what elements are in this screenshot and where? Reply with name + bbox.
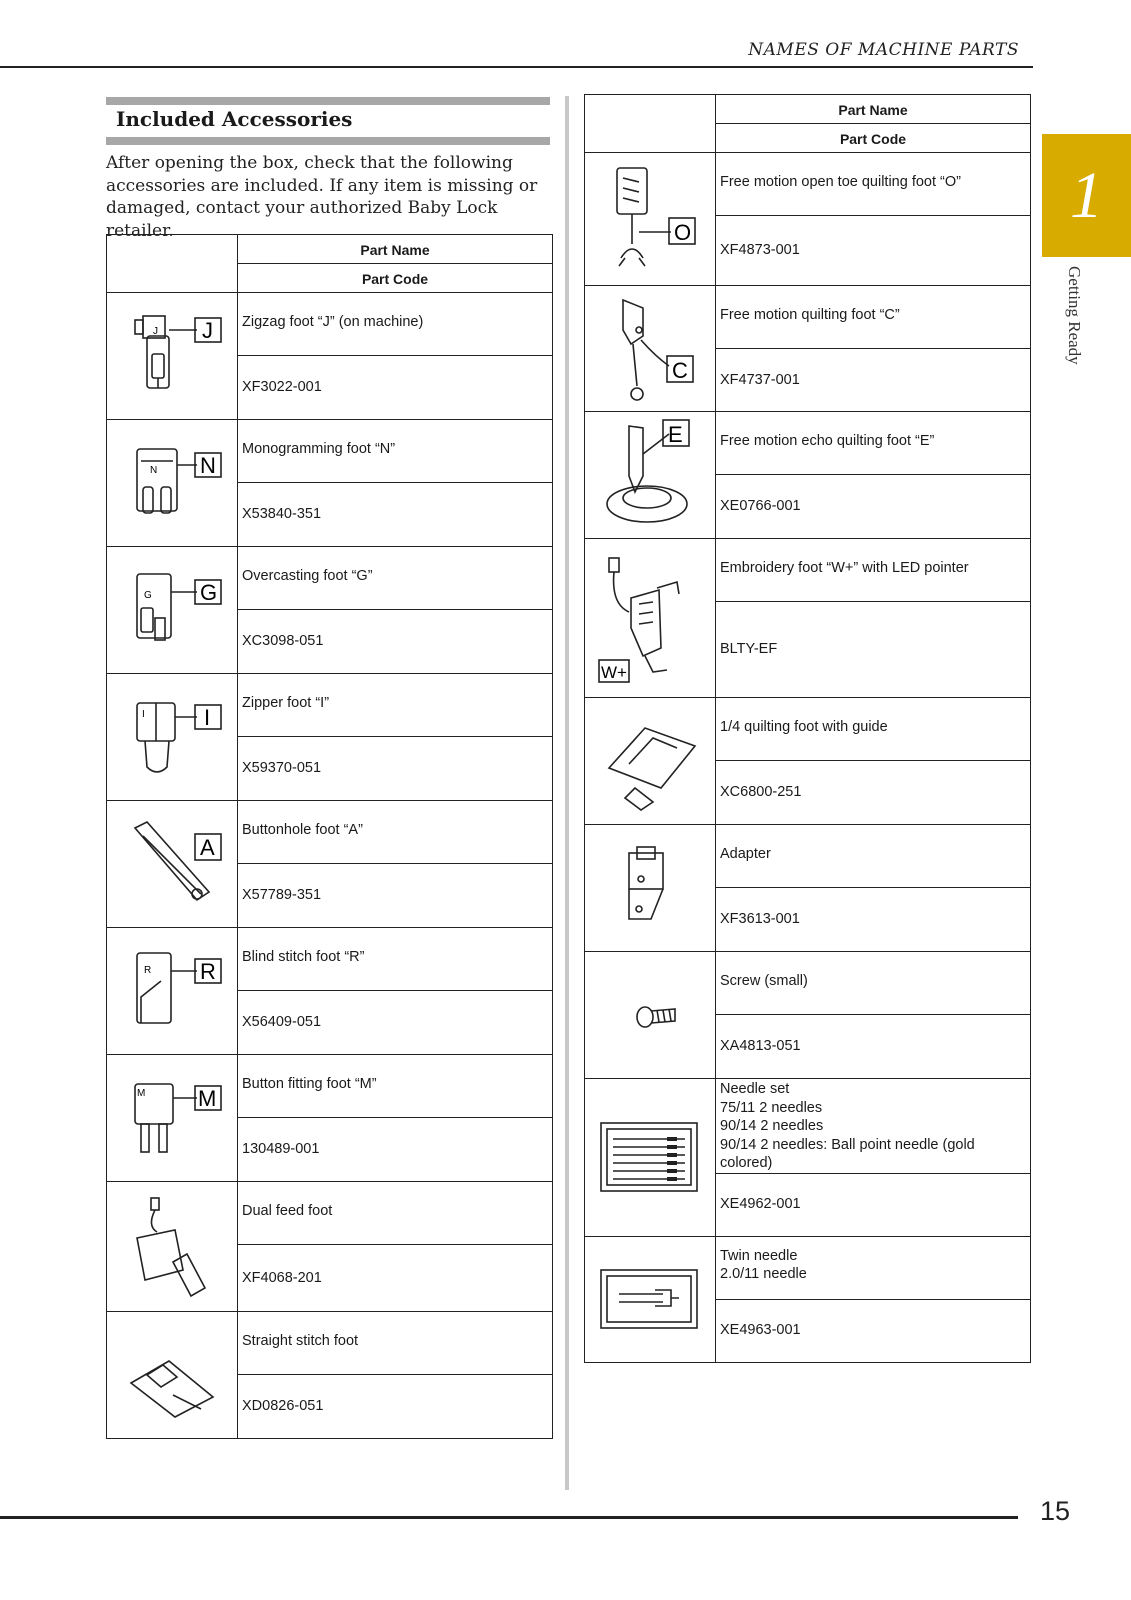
footer-rule bbox=[0, 1516, 1018, 1519]
intro-paragraph: After opening the box, check that the following accessories are included. If any item is missing or damaged, contact your authorized Baby Lock retailer. bbox=[106, 153, 538, 241]
part-code: XF4737-001 bbox=[716, 349, 1031, 412]
screw-icon bbox=[585, 952, 716, 1079]
part-code: XA4813-051 bbox=[716, 1015, 1031, 1079]
part-code: XE4963-001 bbox=[716, 1299, 1031, 1362]
svg-text:J: J bbox=[153, 326, 158, 337]
chapter-tab: 1 bbox=[1042, 134, 1131, 257]
part-name: Embroidery foot “W+” with LED pointer bbox=[716, 539, 1031, 602]
quarter-inch-quilting-foot-icon bbox=[585, 698, 716, 825]
part-name: Adapter bbox=[716, 825, 1031, 888]
part-name: Dual feed foot bbox=[238, 1182, 553, 1245]
zigzag-foot-icon bbox=[107, 293, 238, 420]
part-letter-label: I bbox=[204, 705, 211, 730]
chapter-name: Getting Ready bbox=[1065, 266, 1084, 365]
zipper-foot-icon bbox=[107, 674, 238, 801]
running-header: NAMES OF MACHINE PARTS bbox=[748, 40, 1019, 60]
part-code: BLTY-EF bbox=[716, 602, 1031, 698]
part-code: XF4068-201 bbox=[238, 1245, 553, 1312]
part-name: Straight stitch foot bbox=[238, 1312, 553, 1375]
part-letter-label: N bbox=[200, 453, 216, 478]
part-code: XF4873-001 bbox=[716, 216, 1031, 286]
svg-text:N: N bbox=[150, 465, 158, 476]
part-letter-label: G bbox=[200, 580, 218, 605]
part-letter-label: C bbox=[672, 357, 688, 383]
part-letter-label: J bbox=[202, 318, 213, 343]
part-letter-label: O bbox=[674, 220, 692, 245]
straight-stitch-foot-icon bbox=[107, 1312, 238, 1439]
overcasting-foot-icon bbox=[107, 547, 238, 674]
part-code: X59370-051 bbox=[238, 737, 553, 801]
part-letter-label: W+ bbox=[601, 663, 627, 682]
part-name: Overcasting foot “G” bbox=[238, 547, 553, 610]
blind-stitch-foot-icon bbox=[107, 928, 238, 1055]
part-code: XE4962-001 bbox=[716, 1173, 1031, 1236]
part-name: Zipper foot “I” bbox=[238, 674, 553, 737]
part-code: XF3022-001 bbox=[238, 356, 553, 420]
part-name: Twin needle 2.0/11 needle bbox=[716, 1236, 1031, 1299]
part-code: XF3613-001 bbox=[716, 888, 1031, 952]
dual-feed-foot-icon bbox=[107, 1182, 238, 1312]
heading-bar-top bbox=[106, 97, 550, 105]
accessories-table-left bbox=[106, 234, 553, 1439]
needle-set-icon bbox=[585, 1079, 716, 1237]
part-name: Screw (small) bbox=[716, 952, 1031, 1015]
header-blank-cell bbox=[585, 95, 716, 153]
part-letter-label: R bbox=[200, 959, 216, 984]
part-name: Monogramming foot “N” bbox=[238, 420, 553, 483]
svg-text:M: M bbox=[137, 1088, 146, 1099]
header-rule bbox=[0, 66, 1033, 68]
column-divider bbox=[565, 96, 569, 1490]
accessories-table-right bbox=[584, 94, 1031, 1363]
part-name: Zigzag foot “J” (on machine) bbox=[238, 293, 553, 356]
part-name: Needle set 75/11 2 needles 90/14 2 needles 90/14 2 needles: Ball point needle (gold colored) bbox=[716, 1079, 1031, 1174]
part-code: XC6800-251 bbox=[716, 761, 1031, 825]
buttonhole-foot-icon bbox=[107, 801, 238, 928]
part-letter-label: A bbox=[200, 835, 215, 860]
svg-text:I: I bbox=[142, 709, 145, 720]
part-code: XC3098-051 bbox=[238, 610, 553, 674]
echo-quilting-foot-icon bbox=[585, 412, 716, 539]
part-name: Free motion quilting foot “C” bbox=[716, 286, 1031, 349]
part-code: X53840-351 bbox=[238, 483, 553, 547]
adapter-icon bbox=[585, 825, 716, 952]
part-code: 130489-001 bbox=[238, 1118, 553, 1182]
heading-bar-bottom bbox=[106, 137, 550, 145]
part-code: XE0766-001 bbox=[716, 475, 1031, 539]
column-header-part-name: Part Name bbox=[716, 95, 1031, 124]
column-header-part-name: Part Name bbox=[238, 235, 553, 264]
part-name: Free motion open toe quilting foot “O” bbox=[716, 153, 1031, 216]
section-heading bbox=[106, 97, 550, 145]
open-toe-quilting-foot-icon bbox=[585, 153, 716, 286]
part-code: XD0826-051 bbox=[238, 1375, 553, 1439]
part-name: 1/4 quilting foot with guide bbox=[716, 698, 1031, 761]
svg-text:G: G bbox=[144, 590, 152, 601]
twin-needle-icon bbox=[585, 1236, 716, 1362]
monogramming-foot-icon bbox=[107, 420, 238, 547]
part-code: X56409-051 bbox=[238, 991, 553, 1055]
button-fitting-foot-icon bbox=[107, 1055, 238, 1182]
quilting-foot-icon bbox=[585, 286, 716, 412]
part-letter-label: E bbox=[668, 422, 683, 447]
page-number: 15 bbox=[1040, 1496, 1071, 1526]
header-blank-cell bbox=[107, 235, 238, 293]
part-letter-label: M bbox=[198, 1086, 217, 1111]
column-header-part-code: Part Code bbox=[238, 264, 553, 293]
svg-text:R: R bbox=[144, 965, 152, 976]
embroidery-foot-led-icon bbox=[585, 539, 716, 698]
part-name: Buttonhole foot “A” bbox=[238, 801, 553, 864]
column-header-part-code: Part Code bbox=[716, 124, 1031, 153]
part-name: Button fitting foot “M” bbox=[238, 1055, 553, 1118]
part-code: X57789-351 bbox=[238, 864, 553, 928]
section-title: Included Accessories bbox=[116, 107, 353, 131]
part-name: Blind stitch foot “R” bbox=[238, 928, 553, 991]
part-name: Free motion echo quilting foot “E” bbox=[716, 412, 1031, 475]
